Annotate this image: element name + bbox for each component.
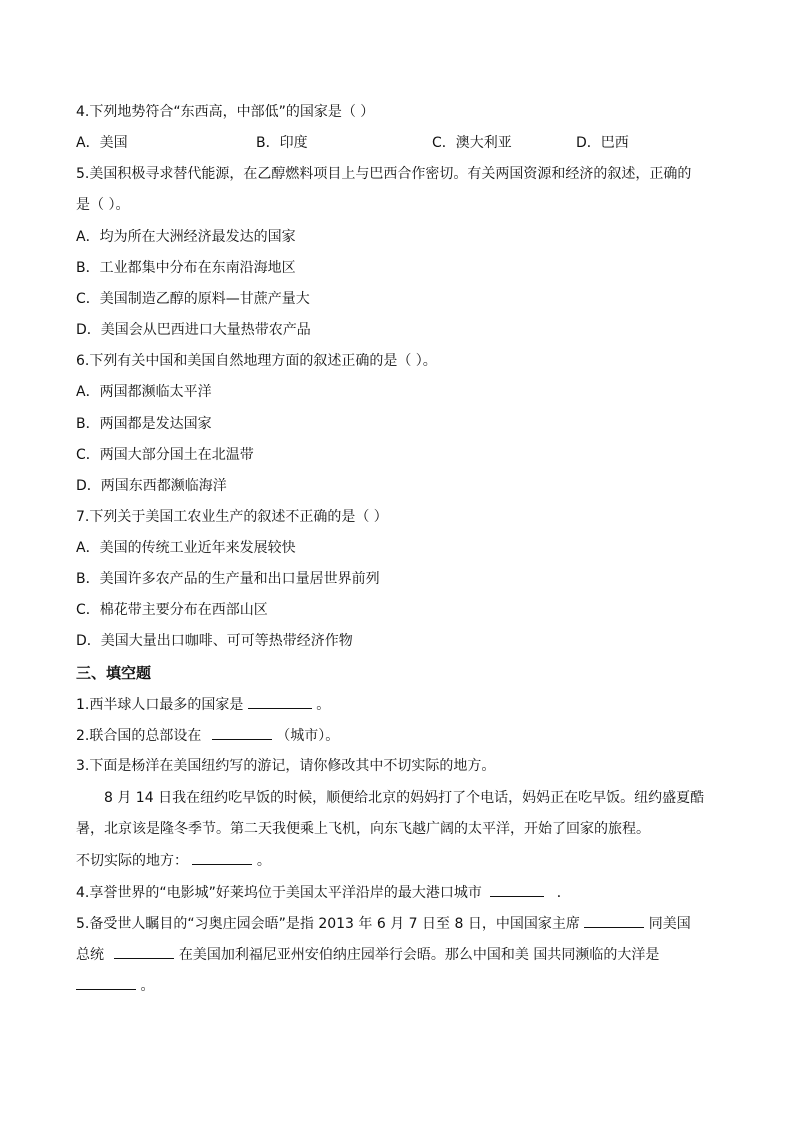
q7-option-c: C．棉花带主要分布在西部山区: [76, 602, 268, 618]
fill-question-4: [76, 882, 571, 903]
fill3-answer-label: 不切实际的地方：: [76, 853, 188, 869]
fill5-blank-ocean[interactable]: [76, 975, 136, 990]
q6-stem: 6.下列有关中国和美国自然地理方面的叙述正确的是（ ）。: [76, 353, 437, 369]
fill3-stem: 3.下面是杨洋在美国纽约写的游记，请你修改其中不切实际的地方。: [76, 758, 496, 774]
fill1-text-after: 。: [316, 697, 331, 713]
fill5-text-b: 同美国: [648, 916, 691, 932]
q6-option-a: A．两国都濒临太平洋: [76, 384, 212, 400]
q7-stem: 7.下列关于美国工农业生产的叙述不正确的是（ ）: [76, 509, 388, 525]
q4-option-d: D．巴西: [576, 135, 629, 151]
q5-option-b: B．工业都集中分布在东南沿海地区: [76, 260, 296, 276]
q5-option-a: A．均为所在大洲经济最发达的国家: [76, 229, 296, 245]
fill2-blank[interactable]: [212, 725, 272, 740]
fill5-text-a: 5.备受世人瞩目的“习奥庄园会晤”是指 2013 年 6 月 7 日至 8 日，中国国家主席: [76, 916, 580, 932]
q4-option-b: B．印度: [256, 135, 308, 151]
section-heading-fill-blank: 三、填空题: [76, 664, 152, 682]
q7-option-d: D．美国大量出口咖啡、可可等热带经济作物: [76, 633, 353, 649]
fill-question-5-line1: [76, 913, 691, 934]
fill3-passage-line1: 8 月 14 日我在纽约吃早饭的时候，顺便给北京的妈妈打了个电话，妈妈正在吃早饭。纽约盛夏酷: [104, 790, 705, 806]
fill4-blank[interactable]: [490, 882, 544, 897]
fill3-answer-after: 。: [256, 853, 271, 869]
q7-option-b: B．美国许多农产品的生产量和出口量居世界前列: [76, 571, 380, 587]
fill5-blank-chairman[interactable]: [584, 913, 644, 928]
fill3-blank[interactable]: [192, 850, 252, 865]
fill1-text: 1.西半球人口最多的国家是: [76, 697, 244, 713]
fill5-text-d: 在美国加利福尼亚州安伯纳庄园举行会晤。那么中国和美 国共同濒临的大洋是: [178, 947, 660, 963]
q5-option-d: D．美国会从巴西进口大量热带农产品: [76, 322, 311, 338]
q6-option-c: C．两国大部分国土在北温带: [76, 447, 254, 463]
fill4-text-after: ．: [556, 885, 571, 901]
q4-option-a: A．美国: [76, 135, 128, 151]
fill-question-5-line2: [76, 944, 659, 965]
q6-option-b: B．两国都是发达国家: [76, 416, 212, 432]
fill5-text-after: 。: [140, 978, 155, 994]
fill1-blank[interactable]: [248, 694, 312, 709]
fill2-text-after: （城市）。: [276, 728, 340, 744]
fill-question-1: [76, 694, 330, 715]
q5-stem-line2: 是（ ）。: [76, 197, 130, 213]
q5-option-c: C．美国制造乙醇的原料—甘蔗产量大: [76, 291, 310, 307]
fill4-text: 4.享誉世界的“电影城”好莱坞位于美国太平洋沿岸的最大港口城市: [76, 885, 482, 901]
fill5-blank-president[interactable]: [114, 944, 174, 959]
fill-question-5-line3: [76, 975, 154, 996]
fill-question-2: [76, 725, 339, 746]
q7-option-a: A．美国的传统工业近年来发展较快: [76, 540, 296, 556]
fill3-answer: [76, 850, 271, 871]
q5-stem-line1: 5.美国积极寻求替代能源，在乙醇燃料项目上与巴西合作密切。有关两国资源和经济的叙述，正确的: [76, 166, 692, 182]
fill2-text: 2.联合国的总部设在: [76, 728, 202, 744]
q4-stem: 4.下列地势符合“东西高，中部低”的国家是（ ）: [76, 104, 375, 120]
q4-option-c: C．澳大利亚: [432, 135, 512, 151]
q6-option-d: D．两国东西都濒临海洋: [76, 478, 227, 494]
fill3-passage-line2: 暑，北京该是隆冬季节。第二天我便乘上飞机，向东飞越广阔的太平洋，开始了回家的旅程。: [76, 821, 650, 837]
fill5-text-c: 总统: [76, 947, 104, 963]
